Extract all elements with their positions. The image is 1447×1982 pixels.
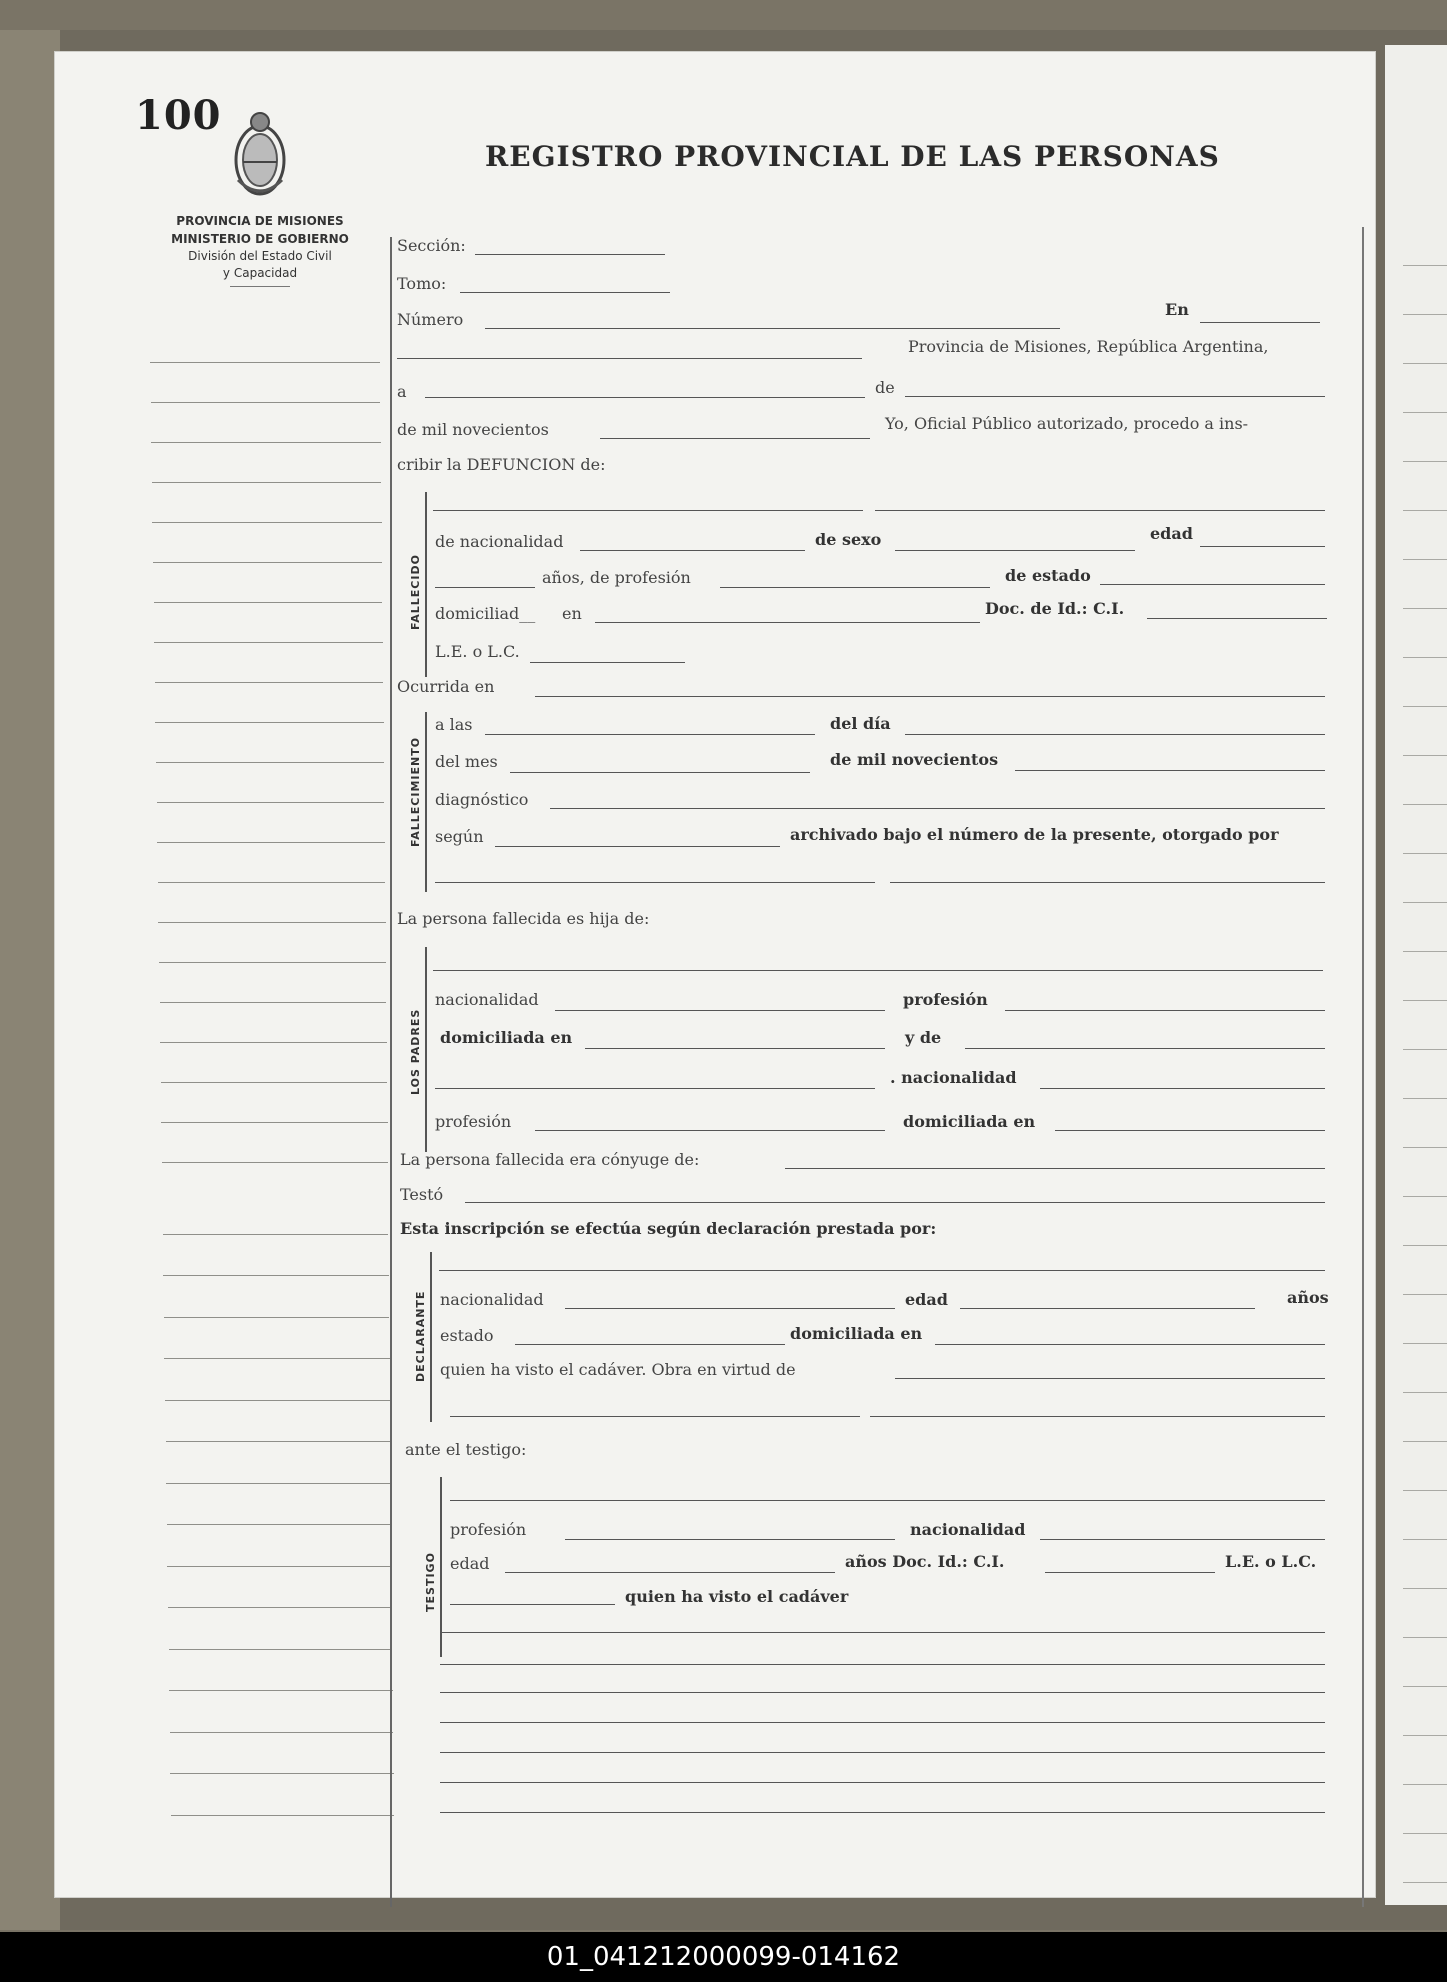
next-page-line — [1403, 1000, 1447, 1001]
field-line-declarante-nacionalidad[interactable] — [565, 1308, 895, 1309]
label-edad3: edad — [450, 1554, 490, 1573]
label-cribir: cribir la DEFUNCION de: — [397, 455, 606, 474]
issuing-authority — [150, 212, 370, 287]
margin-stub-line[interactable] — [154, 642, 383, 643]
field-line-declarante-edad[interactable] — [960, 1308, 1255, 1309]
field-line-lugar[interactable] — [397, 358, 862, 359]
section-bar-fallecido — [425, 492, 427, 677]
field-line-madre-nombre-2[interactable] — [435, 1088, 875, 1089]
field-line-testigo-extra[interactable] — [450, 1604, 615, 1605]
label-nacionalidad4: nacionalidad — [910, 1520, 1026, 1539]
next-page-line — [1403, 1882, 1447, 1883]
margin-stub-line[interactable] — [152, 482, 381, 483]
next-page-line — [1403, 1490, 1447, 1491]
field-line-testigo-nacionalidad[interactable] — [1040, 1539, 1325, 1540]
next-page-line — [1403, 1539, 1447, 1540]
field-line-estado[interactable] — [1100, 584, 1325, 585]
next-page-line — [1403, 559, 1447, 560]
section-bar-fallecimiento — [425, 712, 427, 892]
field-line-otorgado-2[interactable] — [890, 882, 1325, 883]
label-domiciliad: domiciliad__ — [435, 604, 536, 623]
label-de-mil-novecientos: de mil novecientos — [397, 420, 549, 439]
margin-stub-line[interactable] — [161, 1082, 387, 1083]
section-label-testigo: TESTIGO — [424, 1552, 437, 1612]
next-page-line — [1403, 657, 1447, 658]
field-line-otorgado-1[interactable] — [435, 882, 875, 883]
label-anos-doc: años Doc. Id.: C.I. — [845, 1552, 1005, 1571]
label-en: En — [1165, 300, 1189, 319]
field-line-anio[interactable] — [600, 438, 870, 439]
field-line-testigo-doc[interactable] — [1045, 1572, 1215, 1573]
margin-stub-line[interactable] — [167, 1524, 391, 1525]
field-line-domicilio[interactable] — [595, 622, 980, 623]
next-page-edge — [1385, 45, 1447, 1905]
label-nacionalidad2: . nacionalidad — [890, 1068, 1017, 1087]
next-page-line — [1403, 314, 1447, 315]
form-left-rule — [390, 237, 392, 1907]
field-line-conyuge[interactable] — [785, 1168, 1325, 1169]
margin-stub-line[interactable] — [171, 1815, 394, 1816]
next-page-line — [1403, 1686, 1447, 1687]
label-anos: años — [1287, 1288, 1329, 1307]
field-line-declarante-domicilio[interactable] — [935, 1344, 1325, 1345]
field-line-testigo-nombre[interactable] — [450, 1500, 1325, 1501]
margin-stub-line[interactable] — [163, 1275, 389, 1276]
label-profesion2: profesión — [435, 1112, 512, 1131]
margin-stub-line[interactable] — [160, 1042, 387, 1043]
field-line-nota-6[interactable] — [440, 1782, 1325, 1783]
label-edad2: edad — [905, 1290, 948, 1309]
field-line-declarante-estado[interactable] — [515, 1344, 785, 1345]
next-page-line — [1403, 510, 1447, 511]
margin-stub-line[interactable] — [166, 1441, 391, 1442]
field-line-hora[interactable] — [485, 734, 815, 735]
field-line-edad[interactable] — [1200, 546, 1325, 547]
margin-stub-line[interactable] — [151, 442, 381, 443]
field-line-nota-7[interactable] — [440, 1812, 1325, 1813]
label-declaracion: Esta inscripción se efectúa según declaración prestada por: — [400, 1219, 937, 1238]
label-archivado: archivado bajo el número de la presente, otorgado por — [790, 825, 1279, 844]
margin-stub-line[interactable] — [158, 882, 385, 883]
margin-stub-line[interactable] — [170, 1732, 393, 1733]
section-label-fallecido: FALLECIDO — [409, 553, 422, 630]
next-page-line — [1403, 1098, 1447, 1099]
section-label-declarante: DECLARANTE — [414, 1290, 427, 1382]
next-page-line — [1403, 1294, 1447, 1295]
coat-of-arms-icon — [230, 110, 290, 202]
register-page — [55, 52, 1375, 1897]
label-quien-visto2: quien ha visto el cadáver — [625, 1587, 849, 1606]
label-provincia: Provincia de Misiones, República Argentina, — [908, 337, 1269, 356]
field-line-padre-domicilio[interactable] — [585, 1048, 885, 1049]
page-number: 100 — [135, 92, 222, 139]
label-ante-testigo: ante el testigo: — [405, 1440, 527, 1459]
margin-stub-line[interactable] — [169, 1690, 393, 1691]
margin-stub-line[interactable] — [168, 1607, 392, 1608]
field-line-madre-nacionalidad[interactable] — [1040, 1088, 1325, 1089]
label-nacionalidad: nacionalidad — [435, 990, 539, 1009]
field-line-numero[interactable] — [485, 328, 1060, 329]
label-del-mes: del mes — [435, 752, 498, 771]
margin-stub-line[interactable] — [151, 402, 381, 403]
section-label-fallecimiento: FALLECIMIENTO — [409, 736, 422, 847]
next-page-line — [1403, 412, 1447, 413]
margin-stub-line[interactable] — [155, 722, 383, 723]
field-line-segun[interactable] — [495, 846, 780, 847]
field-line-declarante-nombre[interactable] — [439, 1270, 1325, 1271]
field-line-de[interactable] — [905, 396, 1325, 397]
next-page-line — [1403, 1588, 1447, 1589]
label-domiciliada-en: domiciliada en — [440, 1028, 573, 1047]
label-tomo: Tomo: — [397, 274, 447, 293]
label-de: de — [875, 378, 895, 397]
margin-stub-line[interactable] — [158, 922, 385, 923]
field-line-tomo[interactable] — [460, 292, 670, 293]
field-line-anio-fallec[interactable] — [1015, 770, 1325, 771]
field-line-nota-3[interactable] — [440, 1692, 1325, 1693]
next-page-line — [1403, 1735, 1447, 1736]
field-line-nota-4[interactable] — [440, 1722, 1325, 1723]
label-yo-oficial: Yo, Oficial Público autorizado, procedo a ins- — [885, 414, 1249, 433]
label-y-de: y de — [905, 1028, 942, 1047]
field-line-diagnostico[interactable] — [550, 808, 1325, 809]
section-bar-padres — [425, 947, 427, 1152]
label-conyuge: La persona fallecida era cónyuge de: — [400, 1150, 700, 1169]
margin-stub-line[interactable] — [159, 962, 386, 963]
next-page-line — [1403, 1147, 1447, 1148]
label-del-dia: del día — [830, 714, 891, 733]
margin-stub-line[interactable] — [163, 1234, 389, 1235]
label-estado: estado — [440, 1326, 494, 1345]
label-profesion: profesión — [903, 990, 988, 1009]
field-line-edad-anos[interactable] — [435, 587, 535, 588]
field-line-nacionalidad[interactable] — [580, 550, 805, 551]
image-identifier: 01_041212000099-014162 — [0, 1932, 1447, 1982]
label-anos-profesion: años, de profesión — [542, 568, 691, 587]
field-line-madre-nombre[interactable] — [965, 1048, 1325, 1049]
label-nacionalidad3: nacionalidad — [440, 1290, 544, 1309]
label-profesion3: profesión — [450, 1520, 527, 1539]
label-hija-de: La persona fallecida es hija de: — [397, 909, 650, 928]
book-spine — [0, 30, 60, 1930]
field-line-obra-virtud-2[interactable] — [450, 1416, 860, 1417]
section-bar-testigo — [440, 1477, 442, 1657]
section-bar-declarante — [430, 1252, 432, 1422]
field-line-dia[interactable] — [905, 734, 1325, 735]
next-page-line — [1403, 1245, 1447, 1246]
label-a: a — [397, 382, 407, 401]
field-line-nombre-1[interactable] — [433, 510, 863, 511]
issuer-province: PROVINCIA DE MISIONES — [176, 214, 344, 228]
form-right-rule — [1362, 227, 1364, 1907]
field-line-nombre-2[interactable] — [875, 510, 1325, 511]
document-title: REGISTRO PROVINCIAL DE LAS PERSONAS — [485, 140, 1220, 173]
field-line-padre-profesion[interactable] — [1005, 1010, 1325, 1011]
label-de-nacionalidad: de nacionalidad — [435, 532, 564, 551]
field-line-nota-2[interactable] — [440, 1664, 1325, 1665]
margin-stub-line[interactable] — [150, 362, 380, 363]
label-diagnostico: diagnóstico — [435, 790, 529, 809]
field-line-obra-virtud[interactable] — [895, 1378, 1325, 1379]
label-domiciliada-en2: domiciliada en — [903, 1112, 1036, 1131]
next-page-line — [1403, 461, 1447, 462]
label-de-sexo: de sexo — [815, 530, 882, 549]
margin-stub-line[interactable] — [156, 762, 384, 763]
field-line-madre-domicilio[interactable] — [1055, 1130, 1325, 1131]
issuer-division-2: y Capacidad — [222, 266, 298, 280]
margin-stub-line[interactable] — [162, 1162, 388, 1163]
next-page-line — [1403, 951, 1447, 952]
field-line-nota-1[interactable] — [440, 1632, 1325, 1633]
field-line-testigo-edad[interactable] — [505, 1572, 835, 1573]
margin-stub-line[interactable] — [167, 1566, 391, 1567]
label-testo: Testó — [400, 1185, 444, 1204]
next-page-line — [1403, 1049, 1447, 1050]
next-page-line — [1403, 902, 1447, 903]
field-line-a[interactable] — [425, 397, 865, 398]
next-page-line — [1403, 755, 1447, 756]
field-line-testigo-profesion[interactable] — [565, 1539, 895, 1540]
field-line-seccion[interactable] — [475, 254, 665, 255]
field-line-sexo[interactable] — [895, 550, 1135, 551]
field-line-doc-id[interactable] — [1147, 618, 1327, 619]
margin-stub-line[interactable] — [155, 682, 383, 683]
label-de-estado: de estado — [1005, 566, 1091, 585]
field-line-en[interactable] — [1200, 322, 1320, 323]
field-line-nota-5[interactable] — [440, 1752, 1325, 1753]
margin-stub-line[interactable] — [154, 602, 383, 603]
field-line-ocurrida[interactable] — [535, 696, 1325, 697]
field-line-testo[interactable] — [465, 1202, 1325, 1203]
margin-stub-line[interactable] — [160, 1002, 387, 1003]
margin-stub-line[interactable] — [164, 1358, 389, 1359]
label-a-las: a las — [435, 715, 473, 734]
field-line-padre-nombre[interactable] — [433, 970, 1323, 971]
field-line-madre-profesion[interactable] — [535, 1130, 885, 1131]
label-ocurrida-en: Ocurrida en — [397, 677, 495, 696]
issuer-rule — [230, 286, 290, 287]
margin-stub-line[interactable] — [165, 1400, 390, 1401]
next-page-line — [1403, 608, 1447, 609]
margin-stub-line[interactable] — [157, 802, 385, 803]
next-page-line — [1403, 853, 1447, 854]
next-page-line — [1403, 1196, 1447, 1197]
margin-stub-line[interactable] — [164, 1317, 389, 1318]
field-line-padre-nacionalidad[interactable] — [555, 1010, 885, 1011]
label-segun: según — [435, 827, 484, 846]
margin-stub-line[interactable] — [153, 562, 382, 563]
next-page-line — [1403, 363, 1447, 364]
next-page-line — [1403, 1637, 1447, 1638]
field-line-le-lc[interactable] — [530, 662, 685, 663]
margin-stub-line[interactable] — [161, 1122, 387, 1123]
label-de-mil-novecientos2: de mil novecientos — [830, 750, 999, 769]
label-seccion: Sección: — [397, 236, 466, 255]
margin-stub-line[interactable] — [169, 1649, 393, 1650]
next-page-line — [1403, 1833, 1447, 1834]
margin-stub-line[interactable] — [157, 842, 385, 843]
next-page-line — [1403, 1392, 1447, 1393]
label-doc-id: Doc. de Id.: C.I. — [985, 599, 1125, 618]
label-le-lc: L.E. o L.C. — [435, 642, 520, 661]
label-edad: edad — [1150, 524, 1193, 543]
label-numero: Número — [397, 310, 464, 329]
label-le-lc2: L.E. o L.C. — [1225, 1552, 1317, 1571]
label-domiciliada-en3: domiciliada en — [790, 1324, 923, 1343]
next-page-line — [1403, 1441, 1447, 1442]
issuer-division: División del Estado Civil — [188, 249, 332, 263]
next-page-line — [1403, 1343, 1447, 1344]
next-page-line — [1403, 706, 1447, 707]
margin-stub-line[interactable] — [152, 522, 381, 523]
field-line-profesion[interactable] — [720, 587, 990, 588]
next-page-line — [1403, 1784, 1447, 1785]
margin-stub-line[interactable] — [166, 1483, 391, 1484]
label-quien-visto: quien ha visto el cadáver. Obra en virtud de — [440, 1360, 796, 1379]
next-page-line — [1403, 804, 1447, 805]
label-en2: en — [562, 604, 582, 623]
field-line-mes[interactable] — [510, 772, 810, 773]
next-page-line — [1403, 265, 1447, 266]
issuer-ministry: MINISTERIO DE GOBIERNO — [171, 232, 349, 246]
field-line-obra-virtud-3[interactable] — [870, 1416, 1325, 1417]
section-label-padres: LOS PADRES — [409, 1008, 422, 1095]
margin-stub-line[interactable] — [170, 1773, 393, 1774]
